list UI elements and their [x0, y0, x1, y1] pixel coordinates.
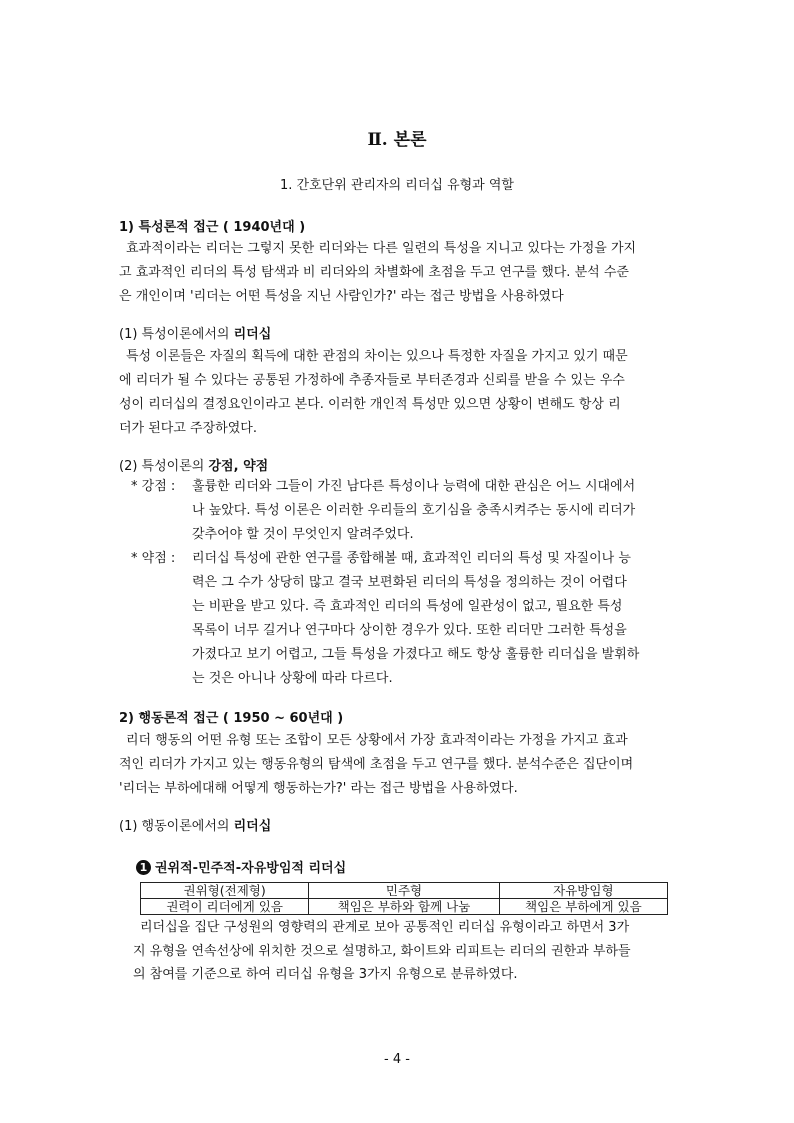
- trait-sub1-para-line: 성이 리더십의 결정요인이라고 본다. 이러한 개인적 특성만 있으면 상황이 변해도 항상 리: [119, 397, 621, 412]
- item-heading: [136, 860, 346, 878]
- trait-para-line: 고 효과적인 리더의 특성 탐색과 비 리더와의 차별화에 초점을 두고 연구를 했다. 분석 수준: [119, 265, 629, 280]
- strength-line: 훌륭한 리더와 그들이 가진 남다른 특성이나 능력에 대한 관심은 어느 시대에서: [192, 479, 636, 494]
- after-para-line: 의 참여를 기준으로 하여 리더십 유형을 3가지 유형으로 분류하였다.: [133, 967, 518, 982]
- behavior-sub1-heading: [119, 818, 271, 836]
- trait-sub1-para-line: 더가 된다고 주장하였다.: [119, 421, 257, 436]
- behavior-sub1-prefix: (1) 행동이론에서의: [119, 819, 234, 834]
- after-para-line: 리더십을 집단 구성원의 영향력의 관계로 보아 공통적인 리더십 유형이라고 하면서 3가: [140, 920, 630, 935]
- behavior-para-line: 적인 리더가 가지고 있는 행동유형의 탐색에 초점을 두고 연구를 했다. 분석수준은 집단이며: [119, 757, 634, 772]
- trait-sub1-para-line: 특성 이론들은 자질의 획득에 대한 관점의 차이는 있으나 특정한 자질을 가지고 있기 때문: [126, 349, 628, 364]
- weakness-label: * 약점 :: [131, 551, 176, 566]
- trait-sub1-prefix: (1) 특성이론에서의: [119, 327, 234, 342]
- trait-sub1-para-line: 에 리더가 될 수 있다는 공통된 가정하에 추종자들로 부터존경과 신뢰를 받을 수 있는 우수: [119, 373, 625, 388]
- chapter-title: Ⅱ. 본론: [367, 130, 427, 150]
- trait-sub1-bold: 리더십: [233, 327, 272, 342]
- strength-label: * 강점 :: [131, 479, 176, 494]
- table-header-cell: 자유방임형: [499, 883, 667, 899]
- table-cell: 책임은 부하에게 있음: [499, 899, 667, 915]
- behavior-para-line: '리더는 부하에대해 어떻게 행동하는가?' 라는 접근 방법을 사용하였다.: [119, 781, 518, 796]
- strength-line: 갖추어야 할 것이 무엇인지 알려주었다.: [192, 527, 414, 542]
- trait-sub2-bold: 강점, 약점: [208, 459, 269, 474]
- trait-sub2-heading: [119, 458, 268, 476]
- page-number: - 4 -: [384, 1052, 410, 1067]
- behavior-para-line: 리더 행동의 어떤 유형 또는 조합이 모든 상황에서 가장 효과적이라는 가정을 가지고 효과: [126, 733, 628, 748]
- trait-para-line: 효과적이라는 리더는 그렇지 못한 리더와는 다른 일련의 특성을 지니고 있다는 가정을 가지: [126, 241, 637, 256]
- table-row: [141, 899, 668, 915]
- section-title: 1. 간호단위 관리자의 리더십 유형과 역할: [280, 178, 514, 193]
- weakness-line: 는 것은 아니나 상황에 따라 다르다.: [192, 671, 393, 686]
- weakness-line: 목록이 너무 길거나 연구마다 상이한 경우가 있다. 또한 리더만 그러한 특성을: [192, 623, 627, 638]
- weakness-line: 는 비판을 받고 있다. 즉 효과적인 리더의 특성에 일관성이 없고, 필요한 특성: [192, 599, 623, 614]
- trait-sub1-heading: [119, 326, 271, 344]
- weakness-line: 리더십 특성에 관한 연구를 종합해볼 때, 효과적인 리더의 특성 및 자질이나 능: [192, 551, 631, 566]
- weakness-line: 가졌다고 보기 어렵고, 그들 특성을 가졌다고 해도 항상 훌륭한 리더십을 발휘하: [192, 647, 640, 662]
- strength-line: 나 높았다. 특성 이론은 이러한 우리들의 호기심을 충족시켜주는 동시에 리더가: [192, 503, 636, 518]
- weakness-line: 력은 그 수가 상당히 많고 결국 보편화된 리더의 특성을 정의하는 것이 어렵다: [192, 575, 627, 590]
- behavior-sub1-bold: 리더십: [233, 819, 272, 834]
- trait-heading: 1) 특성론적 접근 ( 1940년대 ): [119, 220, 306, 235]
- behavior-heading: 2) 행동론적 접근 ( 1950 ~ 60년대 ): [119, 711, 344, 726]
- circled-number: 1: [136, 860, 151, 875]
- leadership-style-table: [140, 882, 668, 915]
- after-para-line: 지 유형을 연속선상에 위치한 것으로 설명하고, 화이트와 리피트는 리더의 권한과 부하들: [133, 944, 631, 959]
- table-header-cell: 민주형: [309, 883, 499, 899]
- table-cell: 책임은 부하와 함께 나눔: [309, 899, 499, 915]
- table-header-cell: 권위형(전제형): [141, 883, 309, 899]
- trait-sub2-prefix: (2) 특성이론의: [119, 459, 209, 474]
- table-header-row: [141, 883, 668, 899]
- trait-para-line: 은 개인이며 '리더는 어떤 특성을 지닌 사람인가?' 라는 접근 방법을 사용하였다: [119, 289, 564, 304]
- table-cell: 권력이 리더에게 있음: [141, 899, 309, 915]
- item-title: 권위적-민주적-자유방임적 리더십: [155, 861, 347, 876]
